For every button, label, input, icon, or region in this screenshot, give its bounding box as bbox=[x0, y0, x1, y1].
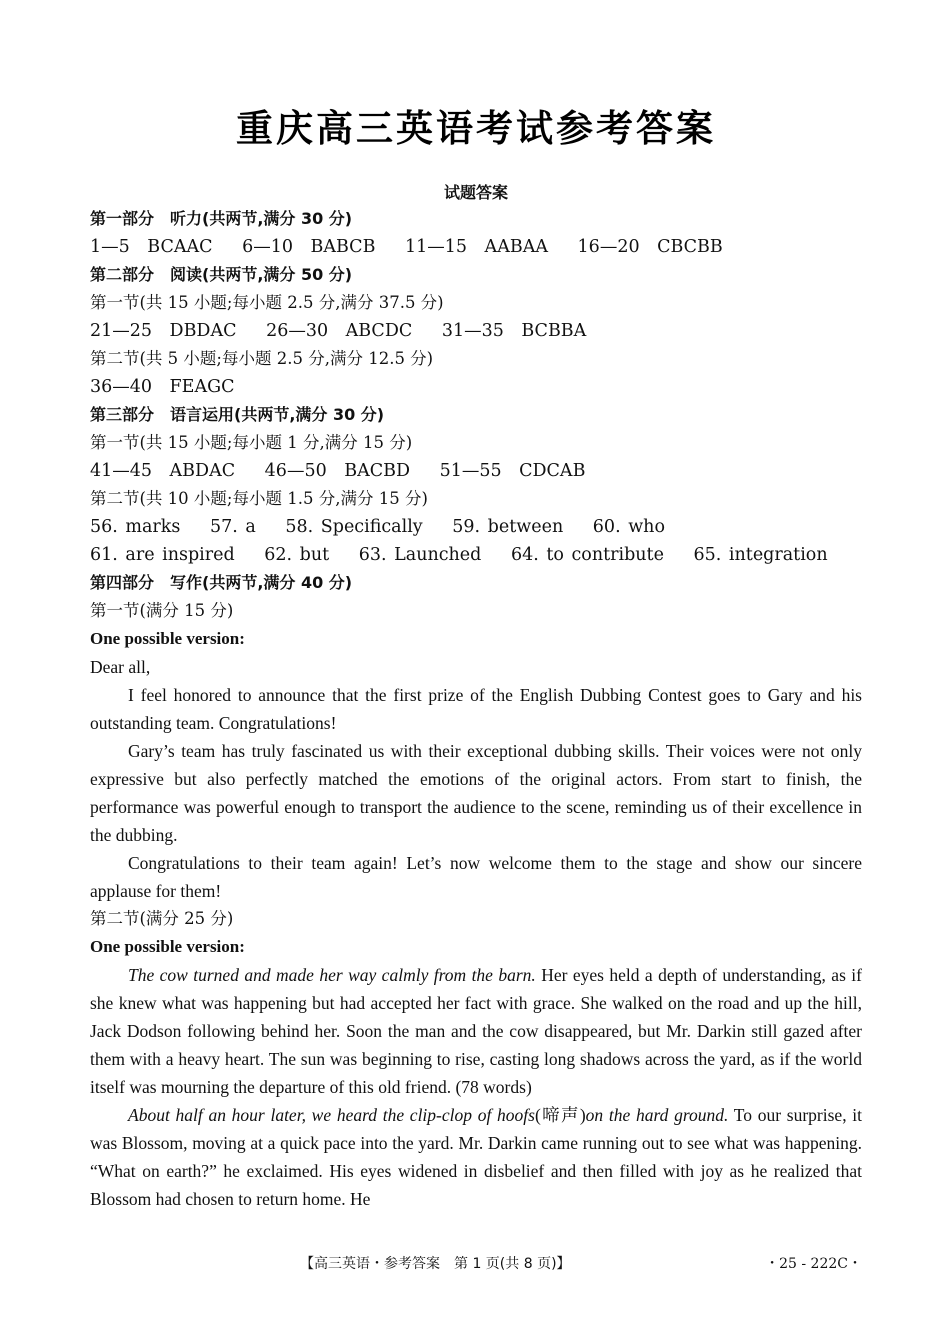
part4-sec1-heading: 第一节(满分 15 分) bbox=[90, 601, 234, 620]
part3-heading: 第三部分 语言运用(共两节,满分 30 分) bbox=[90, 405, 385, 424]
part2-sec2-answers bbox=[90, 373, 862, 401]
part1-answers bbox=[90, 233, 862, 261]
page-title: 重庆高三英语考试参考答案 bbox=[236, 107, 716, 150]
given-opening-sentence: About half an hour later, we heard the clip-clop of hoofs bbox=[128, 1105, 535, 1125]
answer-group: 51—55 CDCAB bbox=[439, 461, 586, 481]
answer-group: 41—45 ABDAC bbox=[90, 461, 236, 481]
part4-sec2-heading: 第二节(满分 25 分) bbox=[90, 909, 234, 928]
version-label: One possible version: bbox=[90, 937, 245, 956]
part2-sec2-heading: 第二节(共 5 小题;每小题 2.5 分,满分 12.5 分) bbox=[90, 349, 434, 368]
part3-sec1-heading: 第一节(共 15 小题;每小题 1 分,满分 15 分) bbox=[90, 433, 413, 452]
fill-answer: 62. but bbox=[264, 545, 330, 565]
essay-paragraph: Gary’s team has truly fascinated us with their exceptional dubbing skills. Their voices were not only expressive but also perfectly matched the emotions of the original actors. From start to finish, the performance was powerful enough to transport the audience to the scene, reminding us of their excellence in the dubbing. bbox=[90, 741, 862, 845]
footer-code: ・25 - 222C・ bbox=[765, 1256, 862, 1272]
answer-group: 21—25 DBDAC bbox=[90, 321, 237, 341]
paragraph-text: Her eyes held a depth of understanding, as if she knew what was happening but had accepted her fact with grace. She walked on the road and up the hill, Jack Dodson following behind her. Soon the man and the cow disappeared, but Mr. Darkin still gazed after them with a heavy heart. The sun was beginning to rise, casting long shadows across the yard, as if the world itself was mourning the departure of this old friend. (78 words) bbox=[90, 965, 862, 1097]
part3-sec2-row1 bbox=[90, 513, 862, 541]
answer-group: 11—15 AABAA bbox=[405, 237, 548, 257]
fill-answer: 65. integration bbox=[693, 545, 828, 565]
part2-sec1-heading: 第一节(共 15 小题;每小题 2.5 分,满分 37.5 分) bbox=[90, 293, 444, 312]
document-body bbox=[90, 205, 862, 1213]
part3-sec1-answers bbox=[90, 457, 862, 485]
fill-answer: 64. to contribute bbox=[510, 545, 664, 565]
part2-heading: 第二部分 阅读(共两节,满分 50 分) bbox=[90, 265, 353, 284]
version-label: One possible version: bbox=[90, 629, 245, 648]
part4-heading: 第四部分 写作(共两节,满分 40 分) bbox=[90, 573, 353, 592]
fill-answer: 56. marks bbox=[90, 517, 181, 537]
answer-group: 6—10 BABCB bbox=[242, 237, 376, 257]
part1-heading: 第一部分 听力(共两节,满分 30 分) bbox=[90, 209, 353, 228]
fill-answer: 60. who bbox=[592, 517, 665, 537]
given-opening-sentence-end: on the hard ground. bbox=[585, 1105, 729, 1125]
story-paragraph bbox=[90, 1101, 862, 1213]
part3-sec2-heading: 第二节(共 10 小题;每小题 1.5 分,满分 15 分) bbox=[90, 489, 428, 508]
fill-answer: 58. Specifically bbox=[285, 517, 423, 537]
answer-group: 46—50 BACBD bbox=[264, 461, 410, 481]
given-opening-sentence: The cow turned and made her way calmly from the barn. bbox=[128, 965, 536, 985]
fill-answer: 57. a bbox=[209, 517, 256, 537]
part3-sec2-row2 bbox=[90, 541, 862, 569]
answer-group: 16—20 CBCBB bbox=[577, 237, 723, 257]
gloss-note: (啼声) bbox=[534, 1105, 586, 1125]
fill-answer: 63. Launched bbox=[358, 545, 482, 565]
letter-greeting: Dear all, bbox=[90, 657, 151, 677]
answer-group: 31—35 BCBBA bbox=[441, 321, 587, 341]
story-paragraph bbox=[90, 961, 862, 1101]
answer-group: 1—5 BCAAC bbox=[90, 237, 213, 257]
fill-answer: 59. between bbox=[452, 517, 564, 537]
answer-group: 26—30 ABCDC bbox=[266, 321, 413, 341]
paragraph-text: To our surprise, it was Blossom, moving at a quick pace into the yard. Mr. Darkin came running out to see what was happening. “What on earth?” he exclaimed. His eyes widened in disbelief and then filled with joy as he realized that Blossom had chosen to return home. He bbox=[90, 1105, 863, 1209]
essay-paragraph: I feel honored to announce that the first prize of the English Dubbing Contest goes to Gary and his outstanding team. Congratulations! bbox=[90, 685, 862, 733]
answer-group: 36—40 FEAGC bbox=[90, 377, 235, 397]
part2-sec1-answers bbox=[90, 317, 862, 345]
fill-answer: 61. are inspired bbox=[90, 545, 235, 565]
footer-page-info: 【高三英语・参考答案 第 1 页(共 8 页)】 bbox=[300, 1256, 571, 1272]
page-subtitle: 试题答案 bbox=[443, 183, 508, 202]
essay-paragraph: Congratulations to their team again! Let’s now welcome them to the stage and show our sincere applause for them! bbox=[90, 853, 862, 901]
